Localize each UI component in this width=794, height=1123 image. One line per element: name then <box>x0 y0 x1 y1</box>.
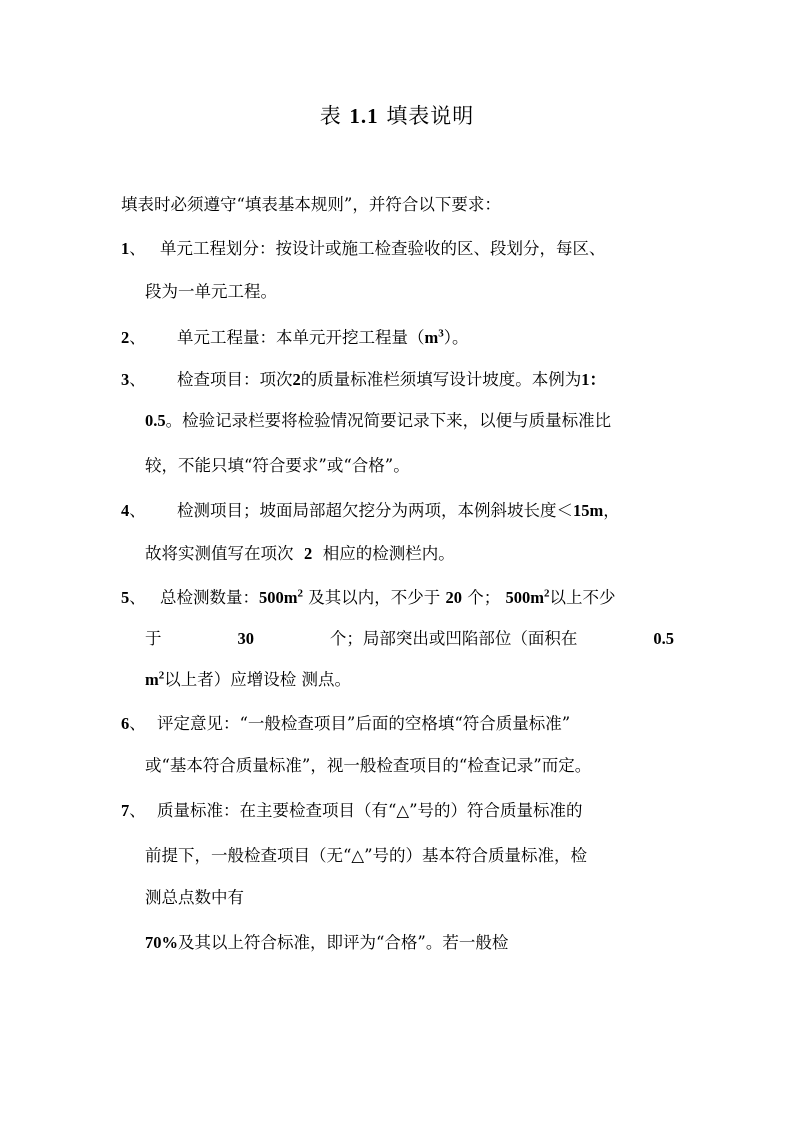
item-4-line-2: 故将实测值写在项次 2 相应的检测栏内。 <box>145 544 455 563</box>
item-4-line-1: 检测项目；坡面局部超欠挖分为两项，本例斜坡长度＜15m， <box>177 501 620 520</box>
item-2-line-1: 单元工程量：本单元开挖工程量$(m^3)$。 <box>177 327 469 347</box>
page-title <box>0 100 794 130</box>
item-number-3: 3、 <box>121 370 146 389</box>
item-3-line-1: 检查项目：项次2的质量标准栏须填写设计坡度。本例为1： <box>177 370 606 389</box>
intro-text: 填表时必须遵守“填表基本规则”，并符合以下要求： <box>121 195 501 214</box>
title-number: 1.1 <box>349 104 379 128</box>
item-7-line-4: 70%及其以上符合标准，即评为“合格”。若一般检 <box>145 933 509 952</box>
item-number-5: 5、 <box>121 588 146 607</box>
item-5-line-2: 于 30 个；局部突出或凹陷部位（面积在 0.5 <box>145 629 674 648</box>
item-5-line-3: $m^2$以上者）应增设检 测点。 <box>145 669 351 689</box>
item-7-line-2: 前提下，一般检查项目（无“△”号的）基本符合质量标准，检 <box>145 846 588 865</box>
item-number-2: 2、 <box>121 328 146 347</box>
item-1-line-1: 单元工程划分：按设计或施工检查验收的区、段划分，每区、 <box>160 239 606 258</box>
item-number-4: 4、 <box>121 501 146 520</box>
item-5-line-1: 总检测数量：$500m^2$ 及其以内，不少于 20 个； $500m^2$以上不少 <box>160 587 616 607</box>
item-3-line-3: 较，不能只填“符合要求”或“合格”。 <box>145 456 410 475</box>
item-6-line-1: 评定意见：“一般检查项目”后面的空格填“符合质量标准” <box>157 714 571 733</box>
item-1-line-2: 段为一单元工程。 <box>145 282 277 301</box>
item-number-7: 7、 <box>121 801 146 820</box>
item-number-6: 6、 <box>121 714 146 733</box>
item-7-line-1: 质量标准：在主要检查项目（有“△”号的）符合质量标准的 <box>157 801 583 820</box>
item-3-line-2: 0.5。检验记录栏要将检验情况简要记录下来，以便与质量标准比 <box>145 411 612 430</box>
title-text: 填表说明 <box>386 104 475 128</box>
item-7-line-3: 测总点数中有 <box>145 888 244 907</box>
title-prefix: 表 <box>319 104 342 128</box>
item-number-1: 1、 <box>121 239 146 258</box>
item-6-line-2: 或“基本符合质量标准”，视一般检查项目的“检查记录”而定。 <box>145 756 592 775</box>
